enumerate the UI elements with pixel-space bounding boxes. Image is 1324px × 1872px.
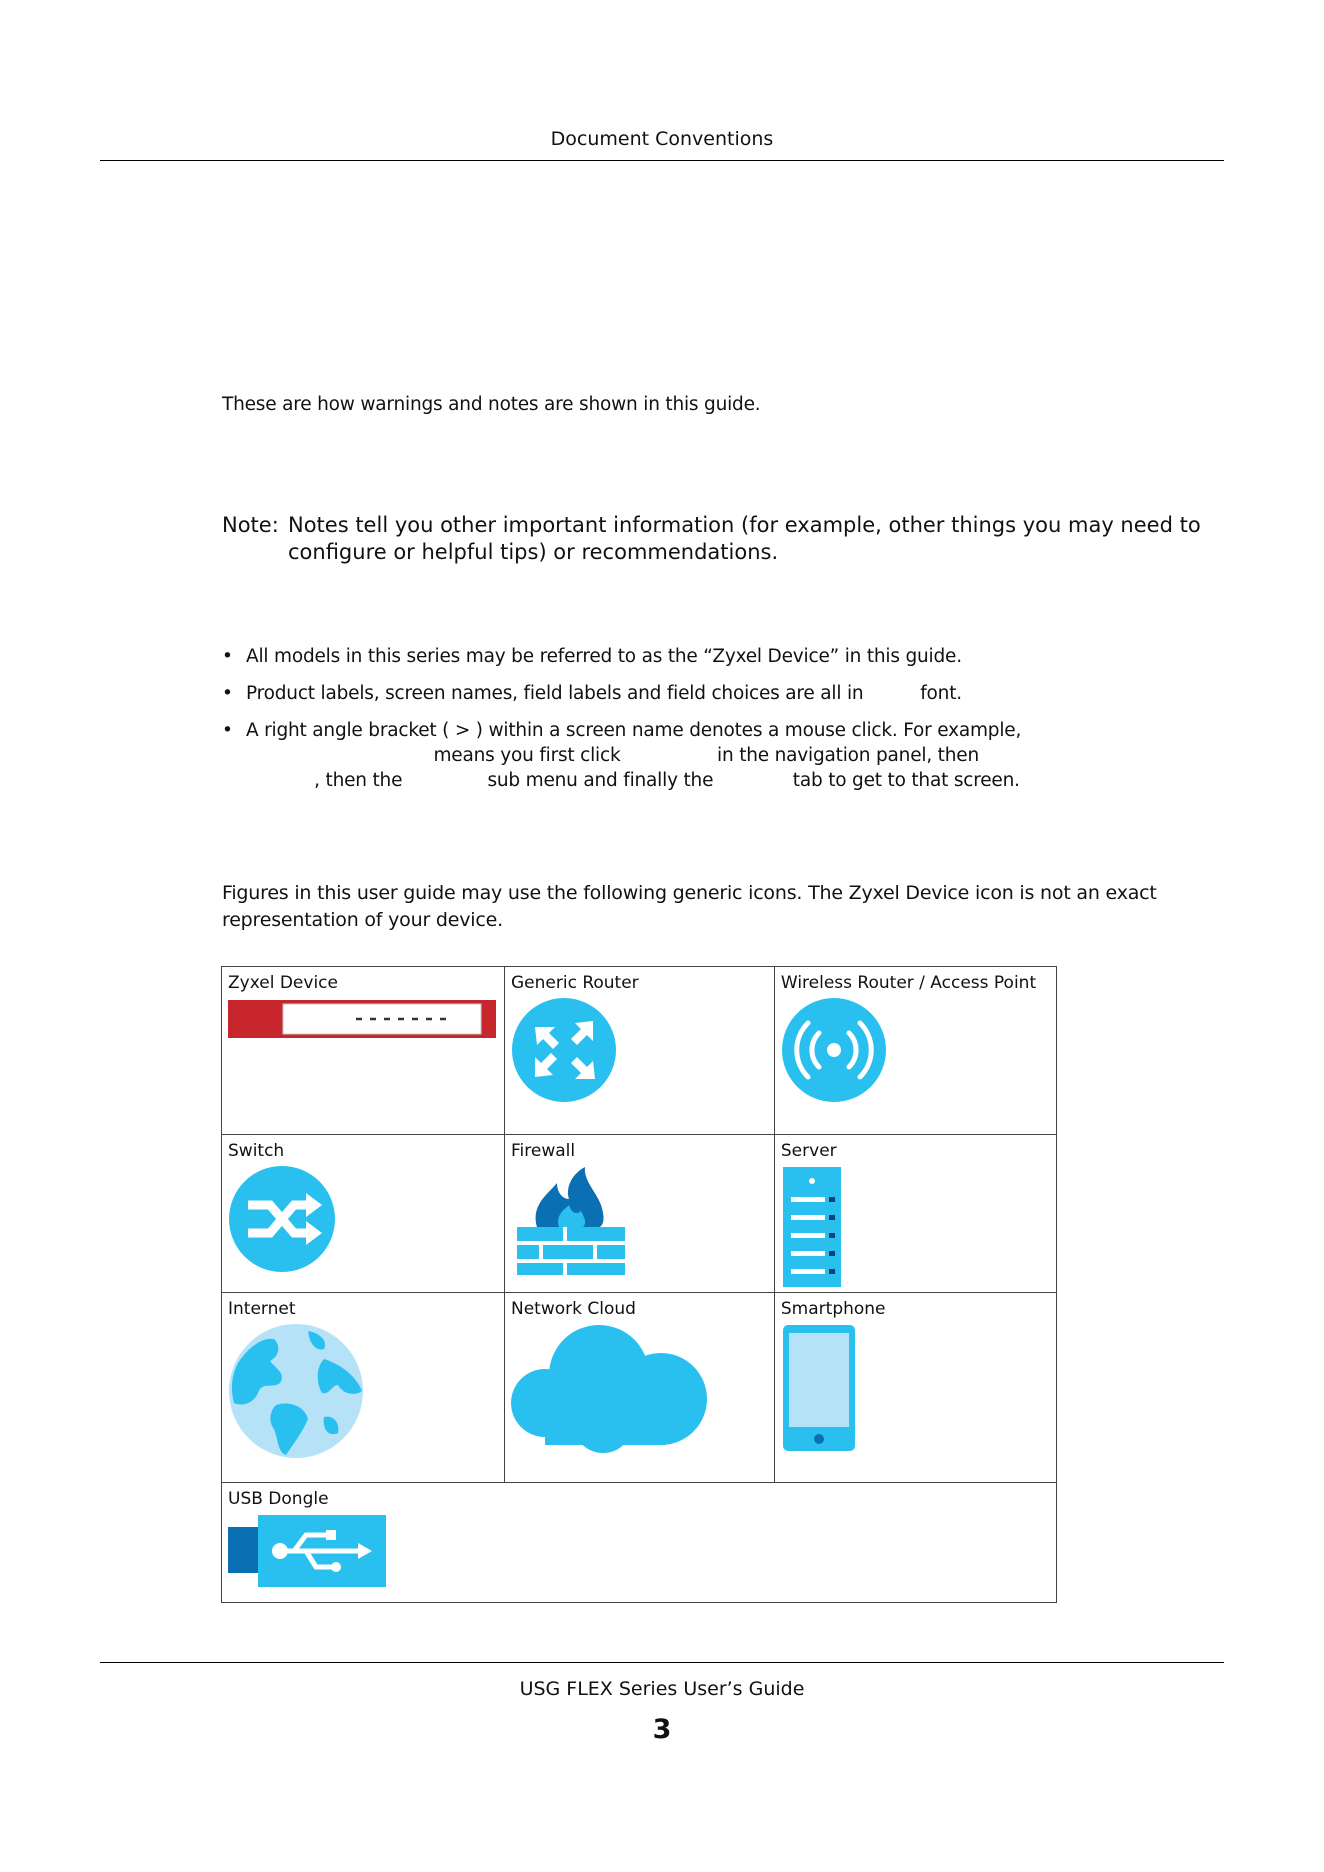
footer-divider (100, 1662, 1224, 1663)
server-icon (781, 1165, 843, 1289)
icon-label: Smartphone (780, 1299, 886, 1319)
icon-label: Switch (228, 1141, 285, 1161)
switch-icon (228, 1165, 336, 1273)
figures-intro-line-2: representation of your device. (222, 909, 503, 931)
icon-label: Wireless Router / Access Point (780, 973, 1037, 993)
note-label: Note: (222, 513, 279, 537)
icon-label: Firewall (511, 1141, 576, 1161)
icons-table (221, 966, 1057, 1603)
icon-label: Internet (228, 1299, 296, 1319)
cloud-icon (511, 1323, 711, 1453)
note-text-line-1: Notes tell you other important information (for example, other things you may need to (288, 513, 1201, 537)
page-number: 3 (652, 1714, 672, 1745)
wireless-access-point-icon (781, 997, 887, 1103)
icon-label: USB Dongle (228, 1489, 329, 1509)
firewall-icon (511, 1165, 631, 1277)
list-item: • Product labels, screen names, field labels and field choices are all in font. (222, 681, 1202, 706)
list-item-line-3: , then the sub menu and finally the tab to get to that screen. (246, 770, 1020, 791)
icon-cell-generic-router (505, 967, 775, 1135)
figures-intro-line-1: Figures in this user guide may use the following generic icons. The Zyxel Device icon is not an exact (222, 882, 1157, 904)
list-item-line-2: means you first click in the navigation panel, then (246, 745, 979, 766)
header-title: Document Conventions (550, 128, 774, 150)
icon-cell-usb-dongle (222, 1483, 1057, 1603)
list-item: • All models in this series may be referred to as the “Zyxel Device” in this guide. (222, 644, 1202, 669)
icon-cell-smartphone (774, 1293, 1056, 1483)
icon-cell-zyxel-device (222, 967, 505, 1135)
footer-title: USG FLEX Series User’s Guide (519, 1678, 805, 1700)
list-item-line-1: • A right angle bracket ( > ) within a screen name denotes a mouse click. For example, (246, 720, 1022, 741)
header-divider (100, 160, 1224, 161)
figures-intro (222, 880, 1222, 934)
icon-label: Generic Router (511, 973, 639, 993)
list-item (222, 718, 1202, 793)
icon-label: Network Cloud (511, 1299, 636, 1319)
note-text-line-2: configure or helpful tips) or recommendations. (288, 540, 779, 564)
globe-icon (228, 1323, 364, 1459)
icon-cell-network-cloud (505, 1293, 775, 1483)
icon-label: Zyxel Device (228, 973, 338, 993)
conventions-list (222, 644, 1202, 805)
icon-cell-server (774, 1135, 1056, 1293)
warnings-notes-intro: These are how warnings and notes are shown in this guide. (222, 394, 761, 415)
router-icon (511, 997, 617, 1103)
icon-cell-firewall (505, 1135, 775, 1293)
smartphone-icon (781, 1323, 857, 1453)
zyxel-device-icon (228, 997, 498, 1041)
note-block (222, 512, 1222, 566)
icon-cell-switch (222, 1135, 505, 1293)
icon-cell-wireless-router (774, 967, 1056, 1135)
icon-cell-internet (222, 1293, 505, 1483)
icon-label: Server (780, 1141, 837, 1161)
usb-dongle-icon (228, 1513, 388, 1589)
